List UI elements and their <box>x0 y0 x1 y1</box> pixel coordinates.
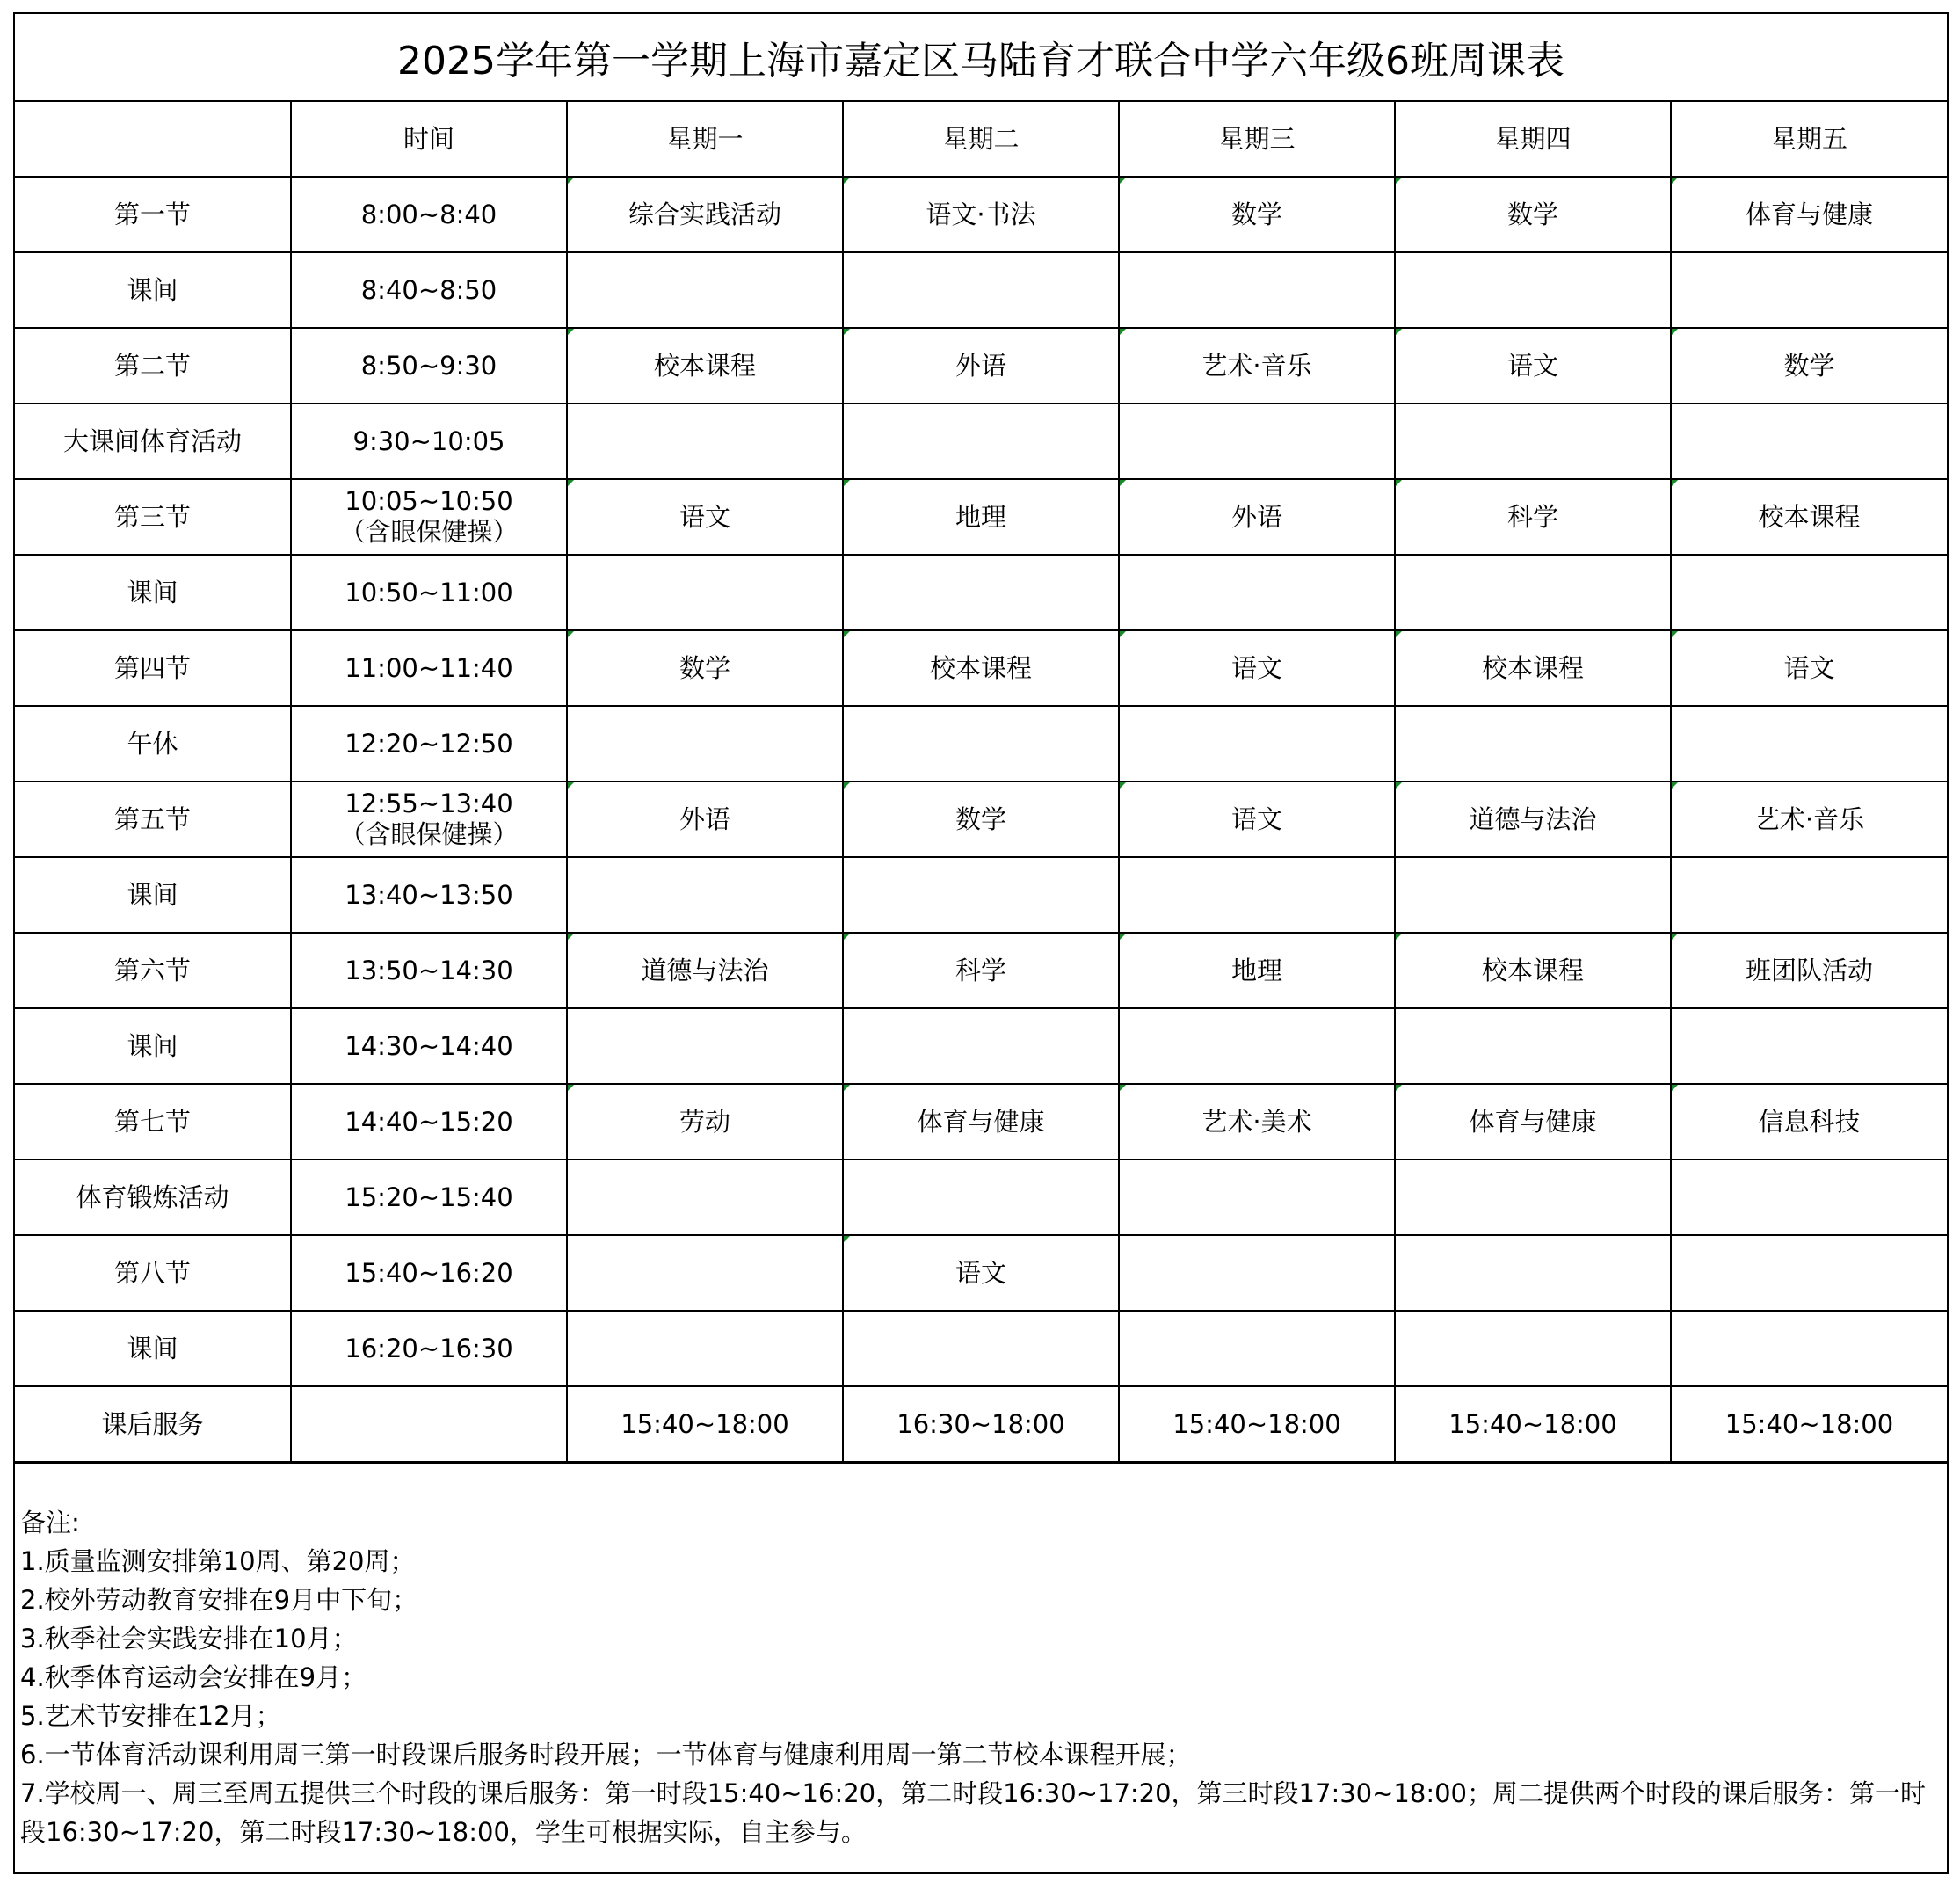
course-cell <box>843 555 1119 630</box>
period-time <box>291 933 567 1008</box>
period-time <box>291 1008 567 1084</box>
period-label: 第五节 <box>15 782 291 857</box>
course-cell: 语文 <box>1671 630 1947 706</box>
note-item: 1.质量监测安排第10周、第20周； <box>20 1546 416 1576</box>
course-cell <box>843 706 1119 782</box>
period-time-range: 12:20~12:50 <box>345 728 513 759</box>
course-cell <box>1395 1160 1671 1235</box>
course-cell: 体育与健康 <box>1671 177 1947 252</box>
course-cell: 校本课程 <box>1395 630 1671 706</box>
period-label: 课后服务 <box>15 1386 291 1463</box>
period-time <box>291 177 567 252</box>
timetable-row <box>15 706 1947 782</box>
course-cell <box>1395 857 1671 933</box>
course-cell <box>567 1008 843 1084</box>
period-time-range: 12:55~13:40 <box>345 789 513 819</box>
timetable-row <box>15 933 1947 1008</box>
timetable-row <box>15 479 1947 555</box>
period-time <box>291 1235 567 1311</box>
course-cell: 15:40~18:00 <box>1395 1386 1671 1463</box>
period-time <box>291 1386 567 1463</box>
notes-heading: 备注: <box>20 1508 80 1538</box>
course-cell <box>1671 1008 1947 1084</box>
timetable-row <box>15 1008 1947 1084</box>
course-cell: 15:40~18:00 <box>1119 1386 1395 1463</box>
course-cell: 语文·书法 <box>843 177 1119 252</box>
course-cell: 地理 <box>843 479 1119 555</box>
course-cell <box>567 555 843 630</box>
timetable-row <box>15 1311 1947 1386</box>
header-monday: 星期一 <box>567 102 843 177</box>
course-cell <box>1119 555 1395 630</box>
course-cell: 数学 <box>843 782 1119 857</box>
course-cell: 科学 <box>1395 479 1671 555</box>
period-time-range: 13:40~13:50 <box>345 879 513 910</box>
period-time-range: 14:30~14:40 <box>345 1030 513 1061</box>
course-cell: 艺术·音乐 <box>1671 782 1947 857</box>
course-cell: 语文 <box>843 1235 1119 1311</box>
course-cell <box>1671 555 1947 630</box>
course-cell: 校本课程 <box>843 630 1119 706</box>
course-cell <box>1671 857 1947 933</box>
course-cell <box>1671 706 1947 782</box>
course-cell <box>1395 1008 1671 1084</box>
period-time-range: 16:20~16:30 <box>345 1333 513 1363</box>
course-cell <box>1395 1235 1671 1311</box>
period-time-range: 13:50~14:30 <box>345 955 513 985</box>
course-cell <box>1119 1008 1395 1084</box>
note-item: 2.校外劳动教育安排在9月中下旬； <box>20 1585 418 1615</box>
course-cell: 16:30~18:00 <box>843 1386 1119 1463</box>
course-cell <box>1119 1160 1395 1235</box>
course-cell: 艺术·音乐 <box>1119 328 1395 404</box>
course-cell <box>1671 1160 1947 1235</box>
period-time <box>291 1160 567 1235</box>
timetable-row <box>15 630 1947 706</box>
note-item: 3.秋季社会实践安排在10月； <box>20 1624 358 1654</box>
course-cell <box>843 857 1119 933</box>
course-cell <box>567 1311 843 1386</box>
period-time-range: 14:40~15:20 <box>345 1106 513 1137</box>
period-time <box>291 1311 567 1386</box>
course-cell <box>1671 404 1947 479</box>
timetable-row <box>15 404 1947 479</box>
period-label: 课间 <box>15 252 291 328</box>
course-cell <box>1119 252 1395 328</box>
course-cell <box>1119 857 1395 933</box>
course-cell: 数学 <box>567 630 843 706</box>
course-cell <box>1119 706 1395 782</box>
page-title: 2025学年第一学期上海市嘉定区马陆育才联合中学六年级6班周课表 <box>15 14 1947 102</box>
course-cell: 道德与法治 <box>1395 782 1671 857</box>
course-cell <box>1395 404 1671 479</box>
period-label: 第四节 <box>15 630 291 706</box>
header-time: 时间 <box>291 102 567 177</box>
course-cell <box>567 857 843 933</box>
period-time <box>291 252 567 328</box>
course-cell <box>843 252 1119 328</box>
course-cell: 地理 <box>1119 933 1395 1008</box>
header-corner <box>15 102 291 177</box>
course-cell: 综合实践活动 <box>567 177 843 252</box>
course-cell: 科学 <box>843 933 1119 1008</box>
course-cell <box>843 1160 1119 1235</box>
period-label: 课间 <box>15 555 291 630</box>
note-item: 5.艺术节安排在12月； <box>20 1701 281 1731</box>
course-cell: 体育与健康 <box>1395 1084 1671 1160</box>
course-cell: 数学 <box>1119 177 1395 252</box>
period-label: 课间 <box>15 1008 291 1084</box>
course-cell <box>1395 1311 1671 1386</box>
period-label: 第七节 <box>15 1084 291 1160</box>
course-cell: 语文 <box>1119 782 1395 857</box>
course-cell: 语文 <box>567 479 843 555</box>
period-label: 第八节 <box>15 1235 291 1311</box>
course-cell: 艺术·美术 <box>1119 1084 1395 1160</box>
period-time <box>291 479 567 555</box>
period-label: 第一节 <box>15 177 291 252</box>
period-label: 课间 <box>15 1311 291 1386</box>
course-cell <box>567 252 843 328</box>
period-time <box>291 857 567 933</box>
timetable-body <box>15 177 1947 1463</box>
period-time-range: 10:50~11:00 <box>345 577 513 607</box>
timetable-row <box>15 782 1947 857</box>
course-cell: 数学 <box>1395 177 1671 252</box>
period-label: 体育锻炼活动 <box>15 1160 291 1235</box>
course-cell: 校本课程 <box>1395 933 1671 1008</box>
course-cell <box>567 404 843 479</box>
header-wednesday: 星期三 <box>1119 102 1395 177</box>
timetable-sheet <box>13 12 1949 1874</box>
timetable-row <box>15 1160 1947 1235</box>
course-cell <box>843 1008 1119 1084</box>
course-cell: 外语 <box>1119 479 1395 555</box>
course-cell <box>567 1235 843 1311</box>
note-item: 4.秋季体育运动会安排在9月； <box>20 1662 367 1692</box>
course-cell <box>1119 404 1395 479</box>
timetable-row <box>15 1386 1947 1463</box>
period-time <box>291 1084 567 1160</box>
course-cell: 外语 <box>567 782 843 857</box>
course-cell: 数学 <box>1671 328 1947 404</box>
course-cell: 校本课程 <box>1671 479 1947 555</box>
period-time <box>291 555 567 630</box>
course-cell: 语文 <box>1119 630 1395 706</box>
course-cell <box>1395 555 1671 630</box>
header-row <box>15 102 1947 177</box>
period-label: 第二节 <box>15 328 291 404</box>
course-cell: 道德与法治 <box>567 933 843 1008</box>
course-cell <box>1395 252 1671 328</box>
period-label: 课间 <box>15 857 291 933</box>
note-item: 7.学校周一、周三至周五提供三个时段的课后服务：第一时段15:40~16:20，第二时段16:30~17:20，第三时段17:30~18:00；周二提供两个时段的课后服务：第一时段16:30~17:20，第二时段17:30~18:00，学生可根据实际，自主参与。 <box>20 1778 1927 1847</box>
notes-section <box>15 1503 1947 1851</box>
note-item: 6.一节体育活动课利用周三第一时段课后服务时段开展；一节体育与健康利用周一第二节校本课程开展； <box>20 1740 1192 1770</box>
course-cell: 15:40~18:00 <box>567 1386 843 1463</box>
course-cell: 体育与健康 <box>843 1084 1119 1160</box>
period-label: 第三节 <box>15 479 291 555</box>
course-cell <box>1671 252 1947 328</box>
header-tuesday: 星期二 <box>843 102 1119 177</box>
period-time-range: 15:40~16:20 <box>345 1257 513 1288</box>
period-time-range: 9:30~10:05 <box>352 425 505 456</box>
period-time <box>291 630 567 706</box>
period-time <box>291 328 567 404</box>
timetable-row <box>15 252 1947 328</box>
course-cell <box>1671 1311 1947 1386</box>
timetable-row <box>15 1235 1947 1311</box>
period-time-note: （含眼保健操） <box>339 517 519 547</box>
period-label: 第六节 <box>15 933 291 1008</box>
course-cell: 语文 <box>1395 328 1671 404</box>
course-cell <box>567 1160 843 1235</box>
period-time-range: 15:20~15:40 <box>345 1181 513 1212</box>
course-cell: 校本课程 <box>567 328 843 404</box>
period-time-range: 10:05~10:50 <box>345 486 513 517</box>
course-cell <box>1395 706 1671 782</box>
course-cell <box>1119 1235 1395 1311</box>
course-cell <box>1119 1311 1395 1386</box>
timetable-row <box>15 555 1947 630</box>
period-time <box>291 706 567 782</box>
course-cell: 外语 <box>843 328 1119 404</box>
timetable-row <box>15 1084 1947 1160</box>
course-cell <box>843 1311 1119 1386</box>
timetable-row <box>15 177 1947 252</box>
course-cell <box>843 404 1119 479</box>
course-cell: 信息科技 <box>1671 1084 1947 1160</box>
period-time-note: （含眼保健操） <box>339 819 519 849</box>
period-time <box>291 782 567 857</box>
period-time-range: 11:00~11:40 <box>345 652 513 683</box>
header-thursday: 星期四 <box>1395 102 1671 177</box>
header-friday: 星期五 <box>1671 102 1947 177</box>
period-time-range: 8:00~8:40 <box>360 199 497 229</box>
course-cell: 班团队活动 <box>1671 933 1947 1008</box>
course-cell: 劳动 <box>567 1084 843 1160</box>
period-time-range: 8:50~9:30 <box>360 350 497 381</box>
course-cell <box>567 706 843 782</box>
period-time <box>291 404 567 479</box>
period-label: 午休 <box>15 706 291 782</box>
timetable-row <box>15 328 1947 404</box>
period-time-range: 8:40~8:50 <box>360 274 497 305</box>
timetable-grid <box>15 102 1947 1464</box>
timetable-row <box>15 857 1947 933</box>
course-cell <box>1671 1235 1947 1311</box>
period-label: 大课间体育活动 <box>15 404 291 479</box>
course-cell: 15:40~18:00 <box>1671 1386 1947 1463</box>
